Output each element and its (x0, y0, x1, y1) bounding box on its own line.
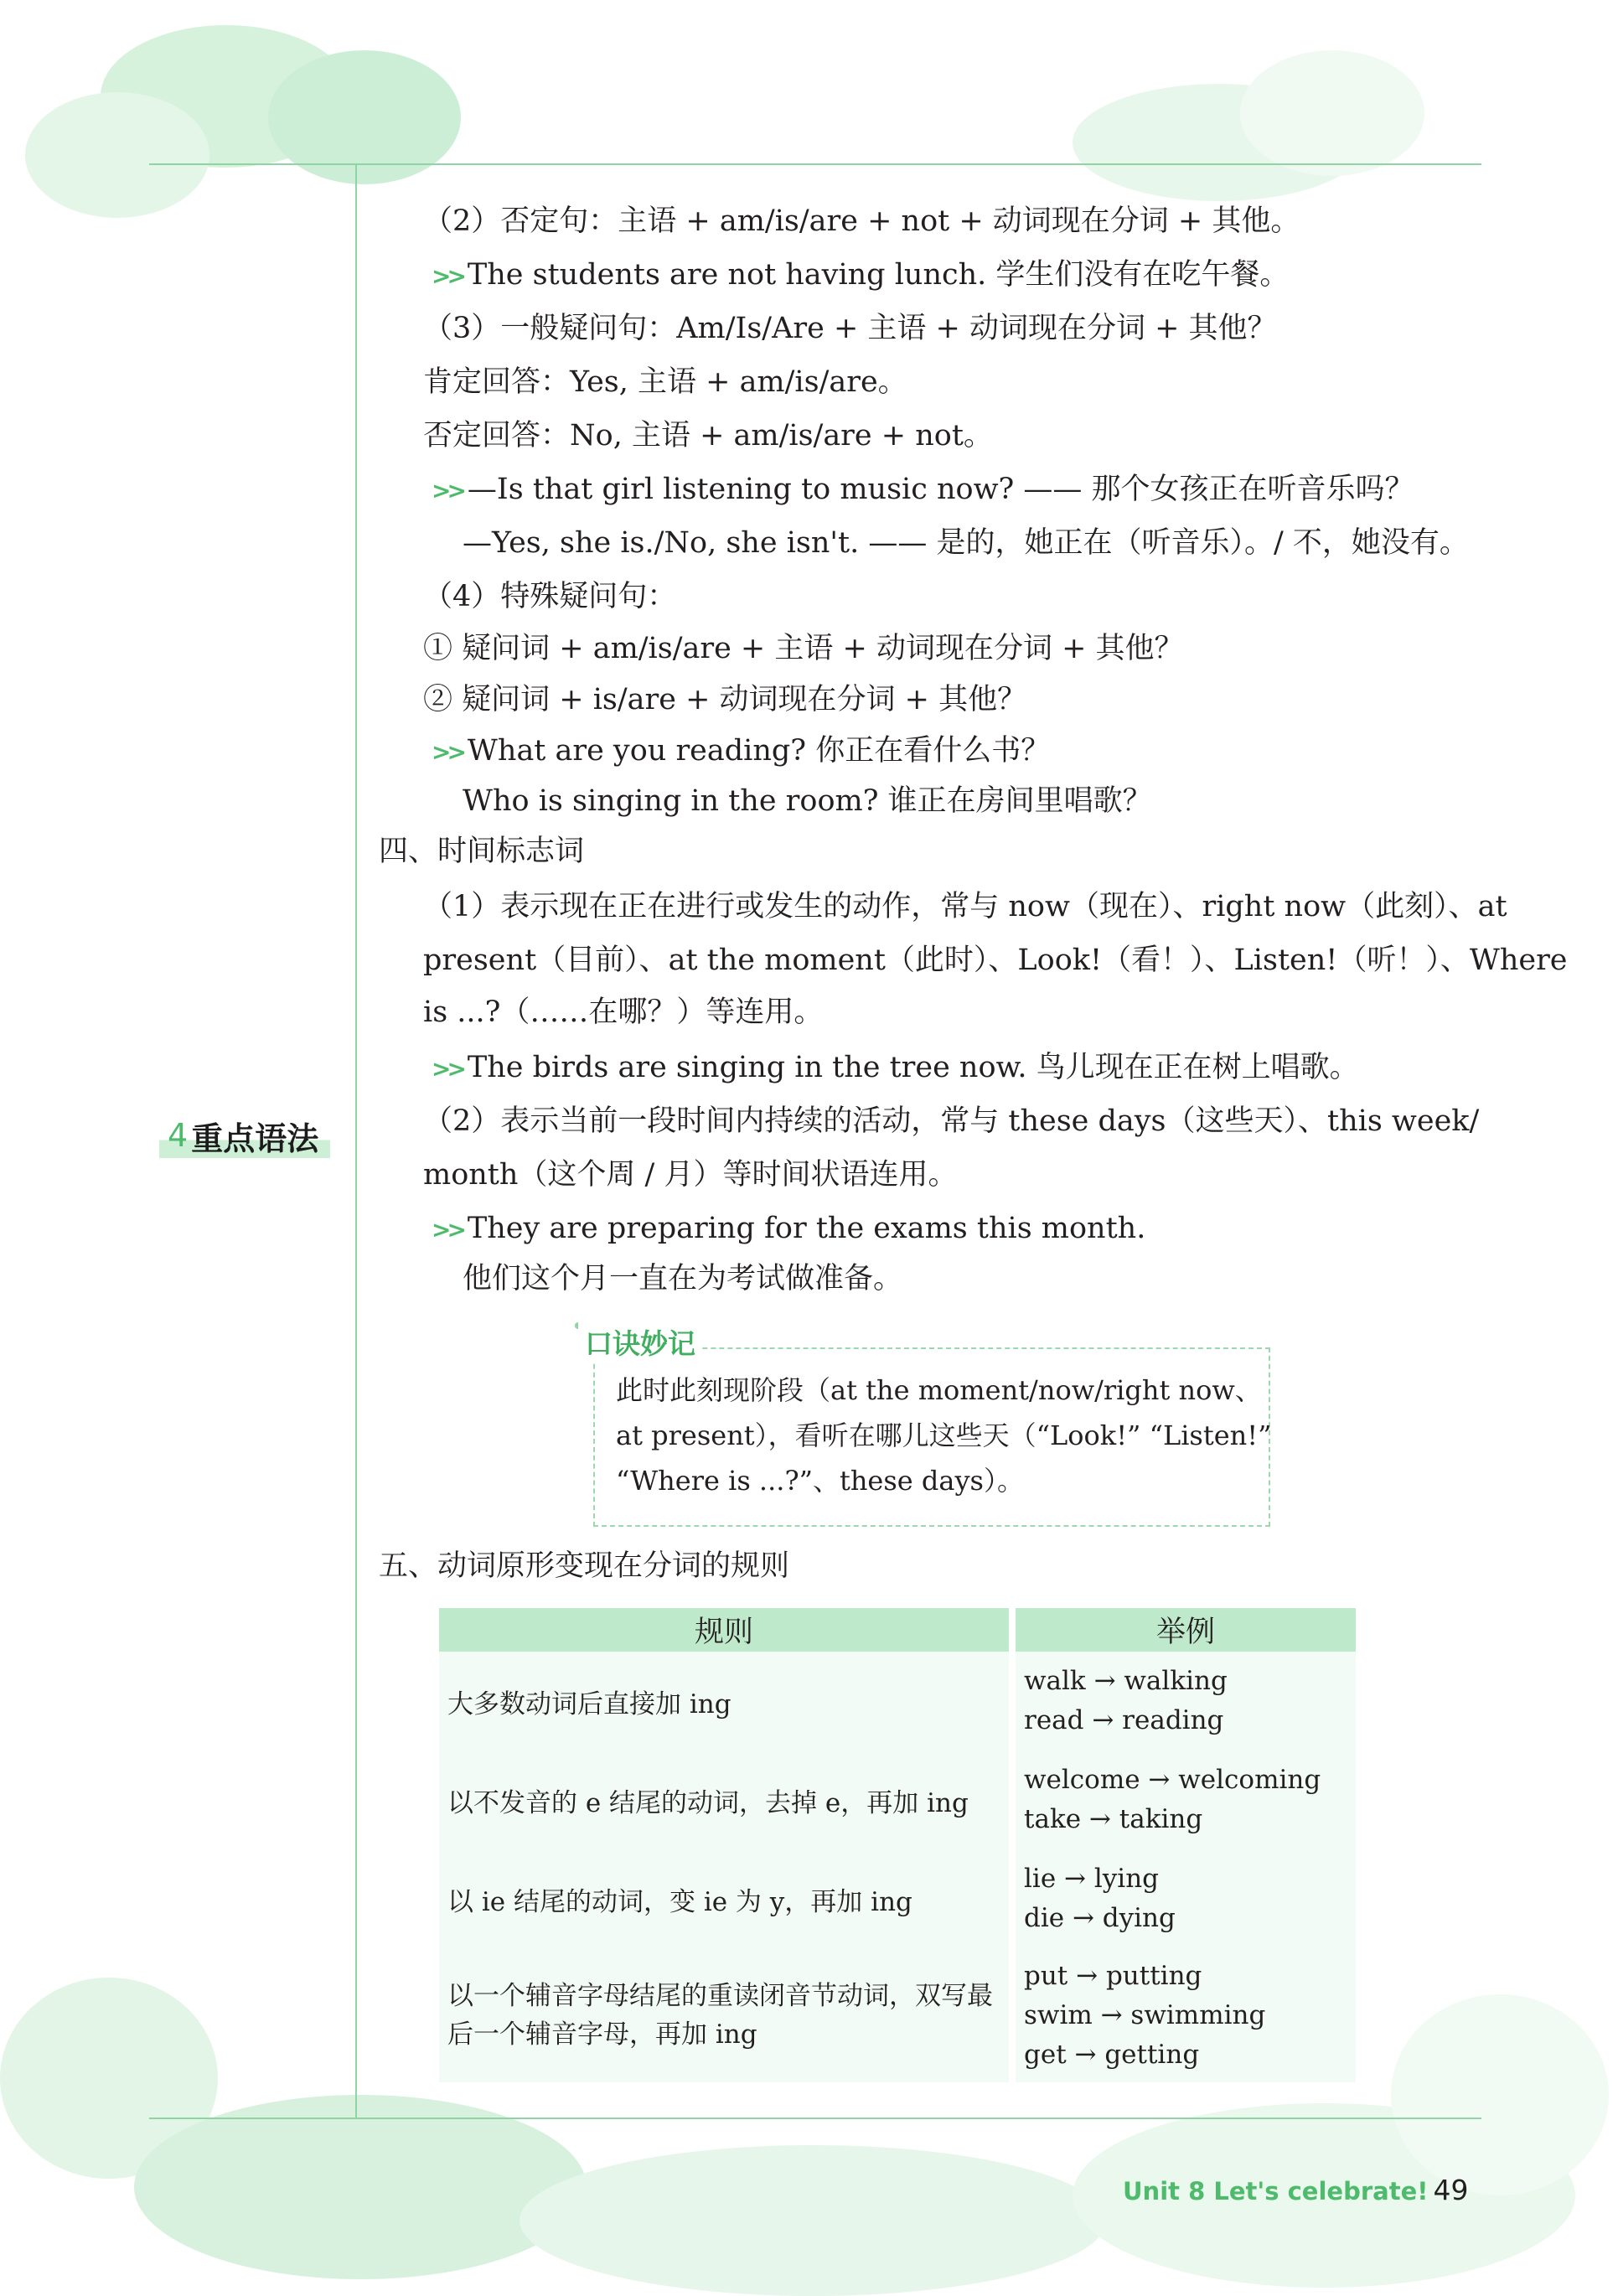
section-heading (159, 1113, 330, 1158)
text-line: （2）否定句：主语 + am/is/are + not + 动词现在分词 + 其他。 (423, 204, 1300, 238)
example-line: Who is singing in the room? 谁正在房间里唱歌？ (463, 784, 1152, 818)
table-row (439, 1948, 1356, 2082)
text-line: （1）表示现在正在进行或发生的动作，常与 now（现在）、right now（此刻）、at (423, 890, 1507, 923)
mnemonic-line: “Where is ...?”、these days）。 (616, 1465, 1024, 1497)
example-cell: lie → lying die → dying (1016, 1849, 1356, 1948)
table-row (439, 1652, 1356, 1750)
example-line: >> They are preparing for the exams this month. (432, 1212, 1146, 1245)
example-arrow-icon: >> (432, 477, 463, 504)
bottom-divider (149, 2118, 1481, 2119)
text-line: （3）一般疑问句：Am/Is/Are + 主语 + 动词现在分词 + 其他？ (423, 312, 1277, 345)
example-line: 他们这个月一直在为考试做准备。 (463, 1262, 903, 1295)
text-line: 肯定回答：Yes, 主语 + am/is/are。 (423, 365, 907, 399)
text-line: （2）表示当前一段时间内持续的活动，常与 these days（这些天）、this week/ (423, 1104, 1480, 1138)
text-line: 否定回答：No, 主语 + am/is/are + not。 (423, 419, 993, 452)
example-line: >> The students are not having lunch. 学生们没有在吃午餐。 (432, 258, 1290, 292)
table-row (439, 1849, 1356, 1948)
section-title: 重点语法 (191, 1120, 319, 1157)
column-divider (355, 163, 357, 2119)
example-arrow-icon: >> (432, 1055, 463, 1083)
example-cell: welcome → welcoming take → taking (1016, 1750, 1356, 1849)
example-arrow-icon: >> (432, 738, 463, 766)
example-line: —Yes, she is./No, she isn't. —— 是的，她正在（听音乐）。/ 不，她没有。 (463, 526, 1469, 560)
background-blob (1391, 1994, 1609, 2195)
mnemonic-line: 此时此刻现阶段（at the moment/now/right now、 (616, 1374, 1262, 1406)
example-cell: put → putting swim → swimming get → getting (1016, 1948, 1356, 2082)
table-header-row (439, 1608, 1356, 1652)
example-line: >> —Is that girl listening to music now? —— 那个女孩正在听音乐吗？ (432, 473, 1414, 506)
text-line: ① 疑问词 + am/is/are + 主语 + 动词现在分词 + 其他？ (423, 632, 1184, 665)
rule-cell: 以 ie 结尾的动词，变 ie 为 y，再加 ing (439, 1849, 1009, 1948)
rule-cell: 以一个辅音字母结尾的重读闭音节动词，双写最后一个辅音字母，再加 ing (439, 1948, 1009, 2082)
background-blob (1240, 50, 1424, 176)
example-arrow-icon: >> (432, 1216, 463, 1244)
mnemonic-line: at present），看听在哪儿这些天（“Look!” “Listen!” (616, 1419, 1272, 1451)
background-blob (520, 2145, 1106, 2296)
example-arrow-icon: >> (432, 262, 463, 290)
background-blob (25, 92, 209, 218)
text-line: is ...?（……在哪？）等连用。 (423, 995, 824, 1029)
text-line: present（目前）、at the moment（此时）、Look!（看！）、Listen!（听！）、Where (423, 944, 1568, 977)
subheading-line: 五、动词原形变现在分词的规则 (379, 1549, 790, 1583)
page-number: 49 (1433, 2174, 1469, 2206)
example-line: >> What are you reading? 你正在看什么书？ (432, 734, 1051, 768)
text-line: （4）特殊疑问句： (423, 580, 677, 613)
text-line: month（这个周 / 月）等时间状语连用。 (423, 1158, 958, 1192)
table-row (439, 1750, 1356, 1849)
rule-cell: 以不发音的 e 结尾的动词，去掉 e，再加 ing (439, 1750, 1009, 1849)
mnemonic-title: 口诀妙记 (578, 1322, 702, 1362)
rule-cell: 大多数动词后直接加 ing (439, 1652, 1009, 1750)
unit-title: Unit 8 Let's celebrate! (1123, 2177, 1429, 2206)
column-header-rule: 规则 (439, 1608, 1009, 1652)
section-number: 4 (168, 1117, 189, 1154)
subheading-line: 四、时间标志词 (379, 835, 585, 868)
text-line: ② 疑问词 + is/are + 动词现在分词 + 其他？ (423, 683, 1027, 716)
top-divider (149, 163, 1481, 165)
example-line: >> The birds are singing in the tree now. 鸟儿现在正在树上唱歌。 (432, 1051, 1359, 1084)
rules-table (432, 1608, 1362, 2082)
background-blob (134, 2095, 587, 2279)
example-cell: walk → walking read → reading (1016, 1652, 1356, 1750)
page-footer (1123, 2174, 1468, 2206)
column-header-example: 举例 (1016, 1608, 1356, 1652)
